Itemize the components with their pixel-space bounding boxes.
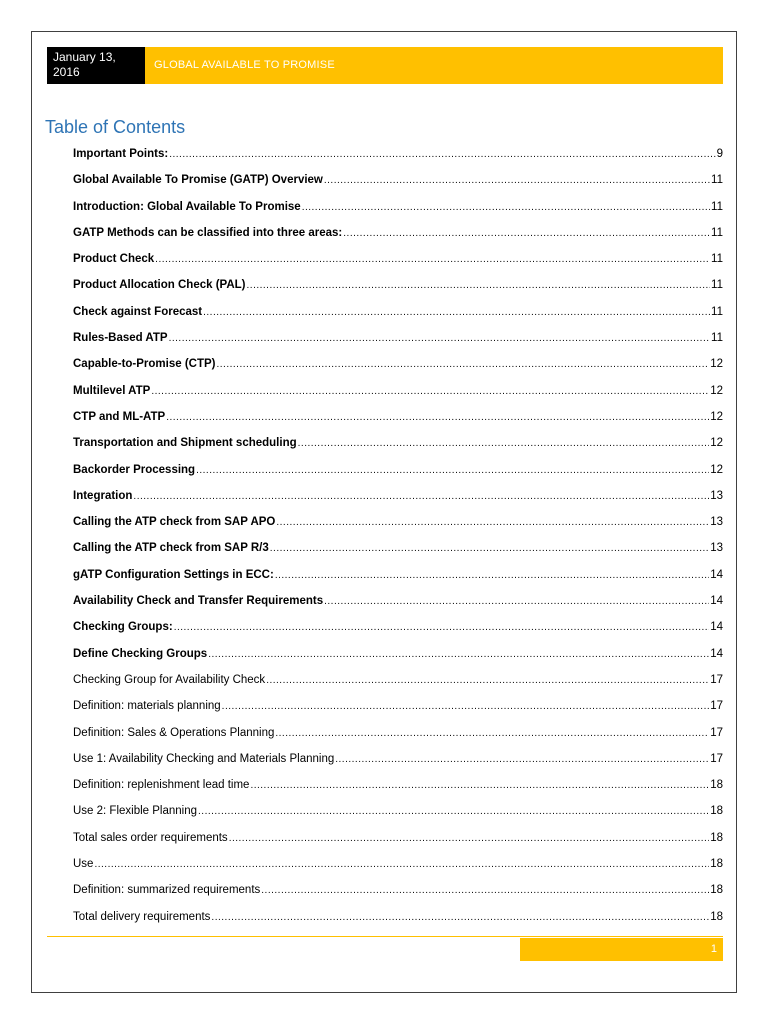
toc-entry-page: 13: [710, 542, 723, 555]
toc-entry-label: CTP and ML-ATP: [73, 410, 166, 423]
toc-leader-dots: [217, 352, 710, 377]
toc-entry[interactable]: [73, 614, 723, 640]
toc-entry-page: 18: [710, 910, 723, 923]
toc-leader-dots: [247, 273, 711, 298]
toc-entry[interactable]: [73, 825, 723, 851]
toc-entry-label: Define Checking Groups: [73, 647, 208, 660]
toc-entry[interactable]: [73, 483, 723, 509]
toc-entry-label: Checking Groups:: [73, 621, 173, 634]
toc-entry-page: 17: [710, 726, 723, 739]
toc-entry[interactable]: [73, 641, 723, 667]
toc-entry-page: 12: [710, 437, 723, 450]
toc-entry-label: Capable-to-Promise (CTP): [73, 358, 216, 371]
toc-entry-page: 18: [710, 858, 723, 871]
toc-entry[interactable]: [73, 877, 723, 903]
toc-entry-page: 14: [710, 595, 723, 608]
toc-entry-page: 18: [710, 779, 723, 792]
header-date: January 13, 2016: [47, 47, 145, 84]
toc-leader-dots: [151, 379, 709, 404]
toc-leader-dots: [266, 668, 709, 693]
toc-entry-page: 18: [710, 831, 723, 844]
toc-entry-label: Product Check: [73, 253, 155, 266]
toc-entry-label: Definition: materials planning: [73, 700, 221, 713]
toc-entry-label: Checking Group for Availability Check: [73, 673, 266, 686]
toc-entry[interactable]: [73, 299, 723, 325]
toc-entry[interactable]: [73, 351, 723, 377]
toc-entry[interactable]: [73, 378, 723, 404]
toc-leader-dots: [222, 694, 710, 719]
toc-entry-label: Definition: summarized requirements: [73, 884, 261, 897]
footer-divider: [47, 936, 723, 937]
toc-entry-label: Calling the ATP check from SAP APO: [73, 516, 276, 529]
toc-entry[interactable]: [73, 562, 723, 588]
toc-entry-label: Use: [73, 858, 94, 871]
toc-list: [73, 141, 723, 930]
document-page: [31, 31, 737, 993]
toc-entry[interactable]: [73, 509, 723, 535]
toc-entry[interactable]: [73, 772, 723, 798]
toc-entry-page: 14: [710, 647, 723, 660]
toc-entry-label: Global Available To Promise (GATP) Overview: [73, 174, 323, 187]
toc-entry[interactable]: [73, 141, 723, 167]
toc-leader-dots: [250, 773, 709, 798]
toc-entry-label: Backorder Processing: [73, 463, 196, 476]
toc-entry[interactable]: [73, 746, 723, 772]
toc-entry[interactable]: [73, 272, 723, 298]
toc-entry[interactable]: [73, 457, 723, 483]
toc-entry-page: 17: [710, 673, 723, 686]
toc-entry-label: Check against Forecast: [73, 305, 203, 318]
toc-entry-page: 12: [710, 463, 723, 476]
toc-leader-dots: [261, 878, 709, 903]
toc-entry-page: 11: [711, 253, 723, 266]
toc-leader-dots: [196, 458, 709, 483]
toc-entry-page: 12: [710, 410, 723, 423]
toc-leader-dots: [198, 799, 709, 824]
toc-entry-label: Integration: [73, 489, 133, 502]
toc-entry-label: Definition: replenishment lead time: [73, 779, 250, 792]
toc-entry[interactable]: [73, 325, 723, 351]
toc-leader-dots: [302, 195, 710, 220]
toc-leader-dots: [324, 168, 710, 193]
toc-leader-dots: [166, 405, 709, 430]
toc-leader-dots: [324, 589, 709, 614]
toc-entry-page: 14: [710, 568, 723, 581]
toc-entry[interactable]: [73, 904, 723, 930]
toc-leader-dots: [275, 563, 709, 588]
toc-entry-label: Use 2: Flexible Planning: [73, 805, 198, 818]
toc-entry-page: 13: [710, 489, 723, 502]
toc-entry-label: Use 1: Availability Checking and Materials Planning: [73, 752, 335, 765]
toc-entry-label: Product Allocation Check (PAL): [73, 279, 246, 292]
toc-entry-label: Multilevel ATP: [73, 384, 151, 397]
toc-leader-dots: [155, 247, 710, 272]
toc-entry-label: Availability Check and Transfer Requirements: [73, 595, 324, 608]
toc-leader-dots: [169, 326, 710, 351]
toc-leader-dots: [94, 852, 709, 877]
toc-entry-page: 11: [711, 332, 723, 345]
toc-entry[interactable]: [73, 588, 723, 614]
toc-entry[interactable]: [73, 194, 723, 220]
toc-entry-label: Total delivery requirements: [73, 910, 211, 923]
toc-entry-page: 18: [710, 805, 723, 818]
toc-title: Table of Contents: [45, 117, 186, 137]
toc-entry-label: Calling the ATP check from SAP R/3: [73, 542, 269, 555]
toc-entry[interactable]: [73, 220, 723, 246]
toc-entry-page: 9: [716, 148, 723, 160]
toc-entry-page: 17: [710, 700, 723, 713]
toc-entry[interactable]: [73, 851, 723, 877]
toc-leader-dots: [270, 536, 709, 561]
toc-entry-page: 18: [710, 884, 723, 897]
toc-entry-page: 11: [711, 305, 723, 318]
footer-page-number: 1: [520, 938, 723, 961]
toc-entry-page: 14: [710, 621, 723, 634]
toc-leader-dots: [343, 221, 710, 246]
toc-entry-page: 12: [710, 358, 723, 371]
toc-entry[interactable]: [73, 246, 723, 272]
toc-entry-page: 11: [711, 174, 723, 187]
toc-entry-label: gATP Configuration Settings in ECC:: [73, 568, 274, 581]
toc-entry-label: Rules-Based ATP: [73, 332, 168, 345]
toc-entry-label: Total sales order requirements: [73, 831, 228, 844]
toc-entry-page: 12: [710, 384, 723, 397]
toc-leader-dots: [335, 747, 709, 772]
toc-entry[interactable]: [73, 798, 723, 824]
toc-entry-label: Important Points:: [73, 148, 169, 160]
toc-entry[interactable]: [73, 720, 723, 746]
toc-leader-dots: [275, 721, 709, 746]
toc-leader-dots: [169, 142, 715, 167]
toc-leader-dots: [229, 826, 710, 851]
toc-leader-dots: [298, 431, 710, 456]
toc-entry[interactable]: [73, 404, 723, 430]
toc-entry-page: 11: [711, 279, 723, 292]
toc-entry-label: Introduction: Global Available To Promise: [73, 200, 301, 213]
toc-leader-dots: [276, 510, 709, 535]
toc-leader-dots: [133, 484, 709, 509]
toc-entry[interactable]: [73, 693, 723, 719]
toc-entry-page: 17: [710, 752, 723, 765]
toc-entry[interactable]: [73, 535, 723, 561]
toc-entry-label: GATP Methods can be classified into three areas:: [73, 226, 343, 239]
toc-entry[interactable]: [73, 167, 723, 193]
toc-entry-page: 11: [711, 200, 723, 213]
toc-entry[interactable]: [73, 667, 723, 693]
toc-entry-label: Transportation and Shipment scheduling: [73, 437, 297, 450]
toc-entry-page: 13: [710, 516, 723, 529]
toc-leader-dots: [174, 615, 710, 640]
toc-leader-dots: [211, 905, 709, 930]
toc-leader-dots: [208, 642, 709, 667]
toc-entry-label: Definition: Sales & Operations Planning: [73, 726, 275, 739]
toc-leader-dots: [203, 300, 710, 325]
toc-entry-page: 11: [711, 226, 723, 239]
header-title: GLOBAL AVAILABLE TO PROMISE: [145, 47, 723, 84]
toc-entry[interactable]: [73, 430, 723, 456]
